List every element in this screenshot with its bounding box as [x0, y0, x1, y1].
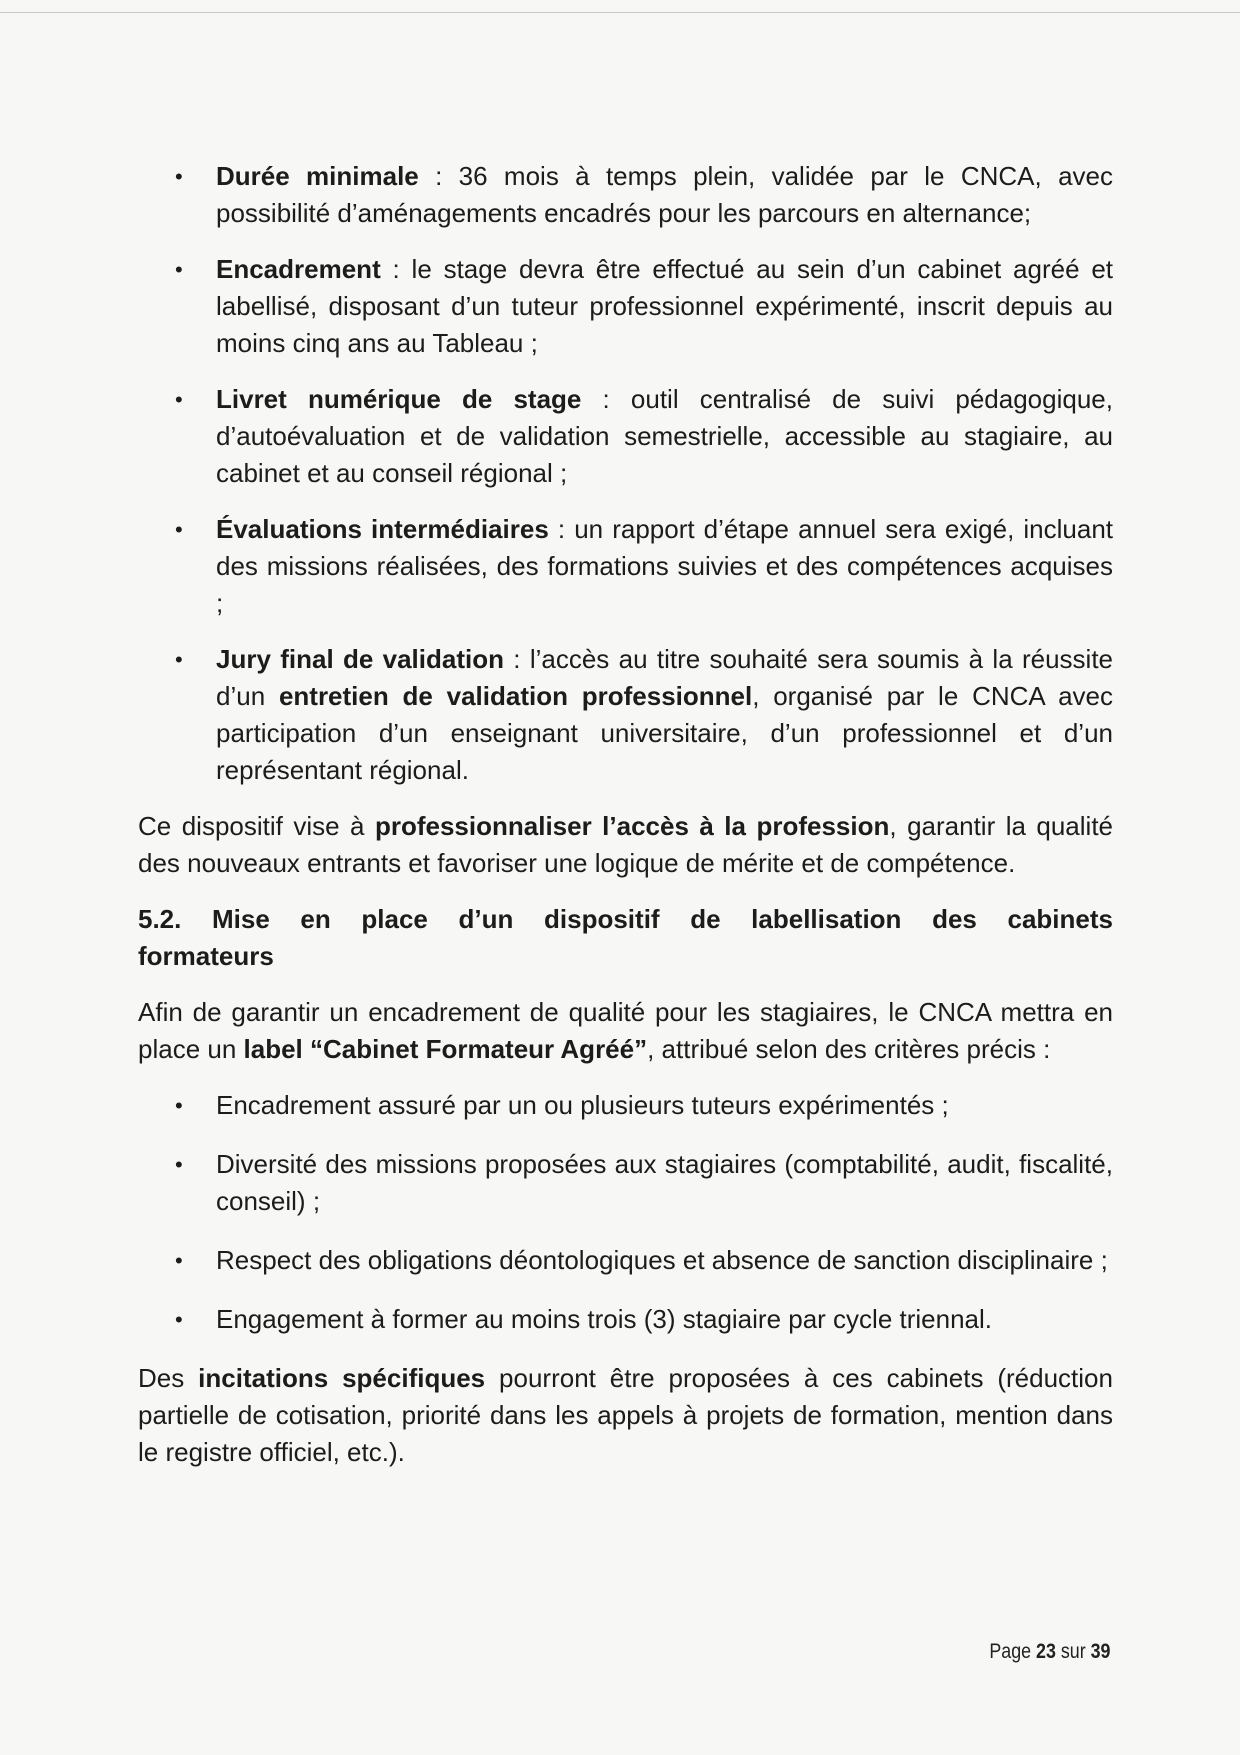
item-term: Encadrement: [216, 254, 381, 284]
bullet-icon: •: [175, 1248, 183, 1273]
list-item: [138, 158, 1113, 232]
paragraph-label-intro: [138, 994, 1113, 1068]
list-item: [138, 1146, 1113, 1220]
list-item: [138, 1087, 1113, 1124]
paragraph-emphasis: label “Cabinet Formateur Agréé”: [243, 1034, 648, 1064]
paragraph-objective: [138, 808, 1113, 882]
item-term: Livret numérique de stage: [216, 384, 582, 414]
list-item: [138, 1242, 1113, 1279]
bullet-icon: •: [175, 387, 183, 412]
bullet-icon: •: [175, 257, 183, 282]
page-number: [989, 1640, 1110, 1664]
bullet-icon: •: [175, 517, 183, 542]
label-criteria-list: [138, 1087, 1113, 1338]
bullet-icon: •: [175, 1093, 183, 1118]
paragraph-text: pourront être proposées à ces cabinets (réduction partielle de cotisation, priorité dans les appels à projets de formation, mention dans le registre officiel, etc.).: [138, 1363, 1113, 1467]
paragraph-emphasis: professionnaliser l’accès à la profession: [374, 811, 890, 841]
page-number-current: 23: [1035, 1640, 1056, 1663]
item-text: Encadrement assuré par un ou plusieurs tuteurs expérimentés ;: [216, 1090, 949, 1120]
item-text: : un rapport d’étape annuel sera exigé, incluant des missions réalisées, des formations suivies et des compétences acquises ;: [216, 514, 1114, 618]
paragraph-text: Ce dispositif vise à: [138, 811, 375, 841]
list-item: [138, 381, 1113, 492]
list-item: [138, 641, 1113, 789]
paragraph-text: Des: [138, 1363, 199, 1393]
paragraph-emphasis: incitations spécifiques: [198, 1363, 486, 1393]
list-item: [138, 1301, 1113, 1338]
paragraph-text: , garantir la qualité des nouveaux entrants et favoriser une logique de mérite et de compétence.: [138, 811, 1114, 878]
list-item: [138, 251, 1113, 362]
top-divider: [0, 12, 1240, 13]
section-heading: 5.2. Mise en place d’un dispositif de labellisation des cabinets formateurs: [138, 904, 1113, 971]
stage-requirements-list: [138, 158, 1113, 789]
item-text: : l’accès au titre souhaité sera soumis à la réussite d’un: [216, 644, 1114, 711]
item-text: : outil centralisé de suivi pédagogique, d’autoévaluation et de validation semestrielle, accessible au stagiaire, au cabinet et au conseil régional ;: [216, 384, 1113, 488]
page-number-separator: sur: [1055, 1640, 1091, 1663]
item-term: Évaluations intermédiaires: [216, 514, 549, 544]
page-number-total: 39: [1090, 1640, 1110, 1663]
paragraph-incentives: [138, 1360, 1113, 1471]
bullet-icon: •: [175, 164, 183, 189]
item-text: Engagement à former au moins trois (3) stagiaire par cycle triennal.: [216, 1304, 993, 1334]
item-text: : le stage devra être effectué au sein d’un cabinet agréé et labellisé, disposant d’un tuteur professionnel expérimenté, inscrit depuis au moins cinq ans au Tableau ;: [216, 254, 1113, 358]
item-text: : 36 mois à temps plein, validée par le CNCA, avec possibilité d’aménagements encadrés pour les parcours en alternance;: [216, 161, 1113, 228]
paragraph-text: Afin de garantir un encadrement de qualité pour les stagiaires, le CNCA mettra en place un: [138, 997, 1113, 1064]
item-term: Durée minimale: [216, 161, 419, 191]
item-term: Jury final de validation: [216, 644, 504, 674]
bullet-icon: •: [175, 647, 183, 672]
list-item: [138, 511, 1113, 622]
bullet-icon: •: [175, 1152, 183, 1177]
item-text: Respect des obligations déontologiques et absence de sanction disciplinaire ;: [216, 1245, 1108, 1275]
bullet-icon: •: [175, 1307, 183, 1332]
item-text-continued: , organisé par le CNCA avec participation d’un enseignant universitaire, d’un professionnel et d’un représentant régional.: [216, 681, 1113, 785]
paragraph-text: , attribué selon des critères précis :: [647, 1034, 1051, 1064]
page-content: [138, 158, 1113, 1490]
item-emphasis: entretien de validation professionnel: [278, 681, 753, 711]
page-number-prefix: Page: [988, 1640, 1036, 1663]
item-text: Diversité des missions proposées aux stagiaires (comptabilité, audit, fiscalité, conseil) ;: [216, 1149, 1113, 1216]
